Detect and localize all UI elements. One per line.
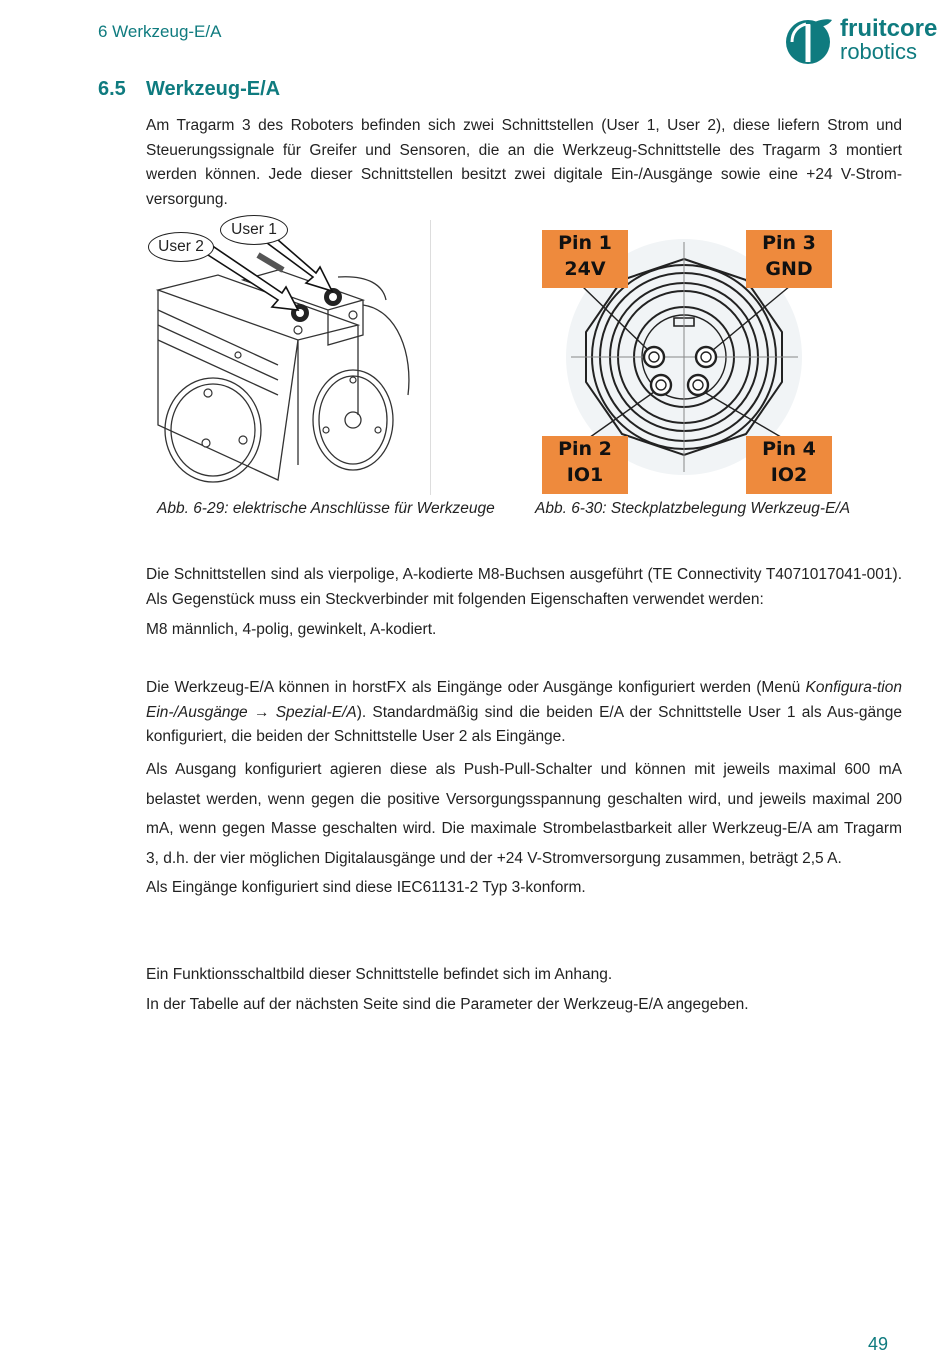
configuration-text-end: ). Standardmäßig sind die beiden E/A der Schnittstelle User 1 als Aus-gänge konfiguriert, die beiden der Schnittstelle User 2 als Eingänge. — [146, 703, 902, 745]
output-paragraph — [146, 755, 902, 903]
pin2-label — [542, 436, 628, 494]
figure-divider — [430, 220, 431, 495]
company-logo — [784, 14, 944, 68]
menu-path: Konfigura-tion Ein-/Ausgänge → Spezial-E/A — [146, 679, 902, 721]
intro-paragraph: Am Tragarm 3 des Roboters befinden sich zwei Schnittstellen (User 1, User 2), diese liefern Strom und Steuerungssignale für Greifer und Sensoren, die an die Werkzeug-Schnittstelle des Tragarm 3 montiert werden können. Jede dieser Schnittstellen besitzt zwei digitale Ein-/Ausgänge sowie eine +24 V-Strom-versorgung. — [146, 117, 902, 208]
output-text: Als Ausgang konfiguriert agieren diese als Push-Pull-Schalter und können mit jeweils maximal 600 mA belastet werden, wenn gegen die positive Versorgungsspannung geschalten wird, und jeweils maximal 200 mA, wenn gegen Masse geschalten wird. Die maximale Strombelastbarkeit aller Werkzeug-E/A am Tragarm 3, d.h. der vier möglichen Digitalausgänge und der +24 V-Stromversorgung zusammen, beträgt 2,5 A. — [146, 761, 902, 867]
pin3-label — [746, 230, 832, 288]
label-user2: User 2 — [148, 232, 214, 262]
input-text: Als Eingänge konfiguriert sind diese IEC61131-2 Typ 3-konform. — [146, 879, 586, 896]
connector-user1-icon — [324, 288, 342, 306]
header-chapter-title: 6 Werkzeug-E/A — [98, 22, 222, 41]
pin2-name: Pin 2 — [558, 438, 612, 460]
logo-mark-icon — [784, 14, 836, 66]
pin3-name: Pin 3 — [762, 232, 816, 254]
page-number: 49 — [868, 1334, 889, 1354]
section-number: 6.5 — [98, 78, 126, 100]
configuration-text-start: Die Werkzeug-E/A können in horstFX als Eingänge oder Ausgänge konfiguriert werden (Menü — [146, 679, 806, 696]
connector-paragraph: Die Schnittstellen sind als vierpolige, A-kodierte M8-Buchsen ausgeführt (TE Connectivity T4071017041-001). Als Gegenstück muss ein Steckverbinder mit folgenden Eigenschaften verwendet werden: — [146, 566, 902, 608]
logo-text-robotics: robotics — [840, 39, 918, 64]
section-title: Werkzeug-E/A — [146, 78, 281, 100]
pin3-signal: GND — [765, 258, 813, 280]
figure-tool-connections — [148, 215, 430, 500]
pin1-signal: 24V — [564, 258, 606, 280]
configuration-paragraph — [146, 676, 902, 750]
pin4-signal: IO2 — [770, 464, 808, 486]
logo-text-fruitcore: fruitcore — [840, 15, 938, 42]
mating-connector-spec: M8 männlich, 4-polig, gewinkelt, A-kodiert. — [146, 621, 437, 638]
label-user1: User 1 — [220, 215, 288, 245]
pin1-label — [542, 230, 628, 288]
closing-paragraph — [146, 960, 902, 1019]
table-reference: In der Tabelle auf der nächsten Seite sind die Parameter der Werkzeug-E/A angegeben. — [146, 995, 749, 1013]
section-heading — [98, 78, 280, 101]
pin4-name: Pin 4 — [762, 438, 816, 460]
pin4-label — [746, 436, 832, 494]
pin2-signal: IO1 — [566, 464, 604, 486]
figure1-caption: Abb. 6-29: elektrische Anschlüsse für Werkzeuge — [157, 500, 495, 517]
figure2-caption: Abb. 6-30: Steckplatzbelegung Werkzeug-E/A — [535, 500, 851, 517]
figure-pinout — [536, 222, 836, 497]
appendix-reference: Ein Funktionsschaltbild dieser Schnittstelle befindet sich im Anhang. — [146, 966, 613, 983]
pin1-name: Pin 1 — [558, 232, 612, 254]
